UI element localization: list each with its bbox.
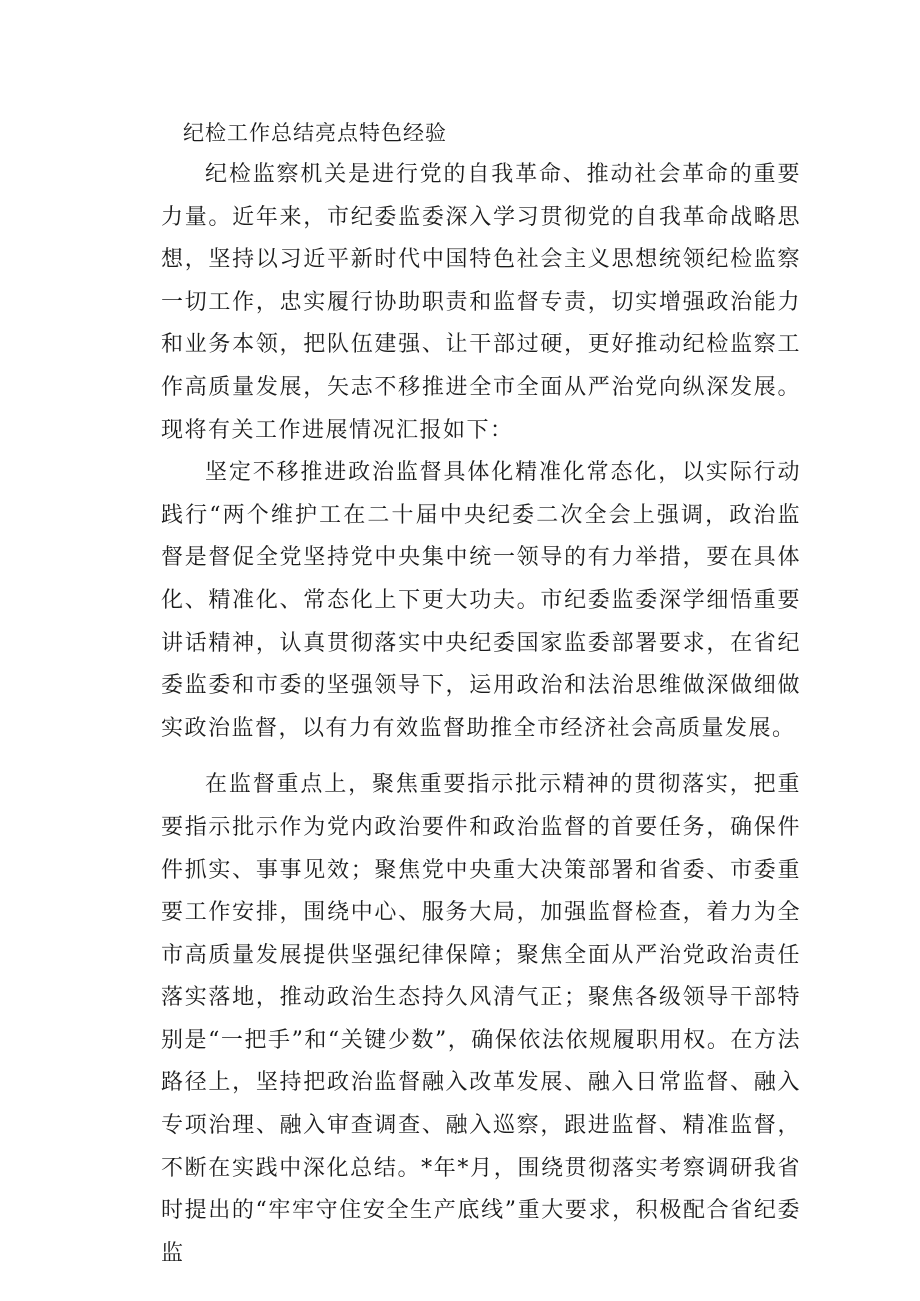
paragraph-intro: 纪检监察机关是进行党的自我革命、推动社会革命的重要力量。近年来，市纪委监委深入学习贯彻党的自我革命战略思想，坚持以习近平新时代中国特色社会主义思想统领纪检监察一切工作，忠实履行协助职责和监督专责，切实增强政治能力和业务本领，把队伍建强、让干部过硬，更好推动纪检监察工作高质量发展，矢志不移推进全市全面从严治党向纵深发展。现将有关工作进展情况汇报如下： — [161, 162, 801, 443]
paragraph-supervision-focus: 在监督重点上，聚焦重要指示批示精神的贯彻落实，把重要指示批示作为党内政治要件和政治监督的首要任务，确保件件抓实、事事见效；聚焦党中央重大决策部署和省委、市委重要工作安排，围绕中心、服务大局，加强监督检查，着力为全市高质量发展提供坚强纪律保障；聚焦全面从严治党政治责任落实落地，推动政治生态持久风清气正；聚焦各级领导干部特别是“一把手”和“关键少数”，确保依法依规履职用权。在方法路径上，坚持把政治监督融入改革发展、融入日常监督、融入专项治理、融入审查调查、融入巡察，跟进监督、精准监督，不断在实践中深化总结。*年*月，围绕贯彻落实考察调研我省时提出的“牢牢守住安全生产底线”重大要求，积极配合省纪委监 — [161, 772, 801, 1266]
paragraph-political-supervision: 坚定不移推进政治监督具体化精准化常态化，以实际行动践行“两个维护工在二十届中央纪委二次全会上强调，政治监督是督促全党坚持党中央集中统一领导的有力举措，要在具体化、精准化、常态化上下更大功夫。市纪委监委深学细悟重要讲话精神，认真贯彻落实中央纪委国家监委部署要求，在省纪委监委和市委的坚强领导下，运用政治和法治思维做深做细做实政治监督，以有力有效监督助推全市经济社会高质量发展。 — [161, 460, 801, 741]
document-title: 纪检工作总结亮点特色经验 — [183, 121, 447, 145]
document-body — [161, 112, 801, 1275]
